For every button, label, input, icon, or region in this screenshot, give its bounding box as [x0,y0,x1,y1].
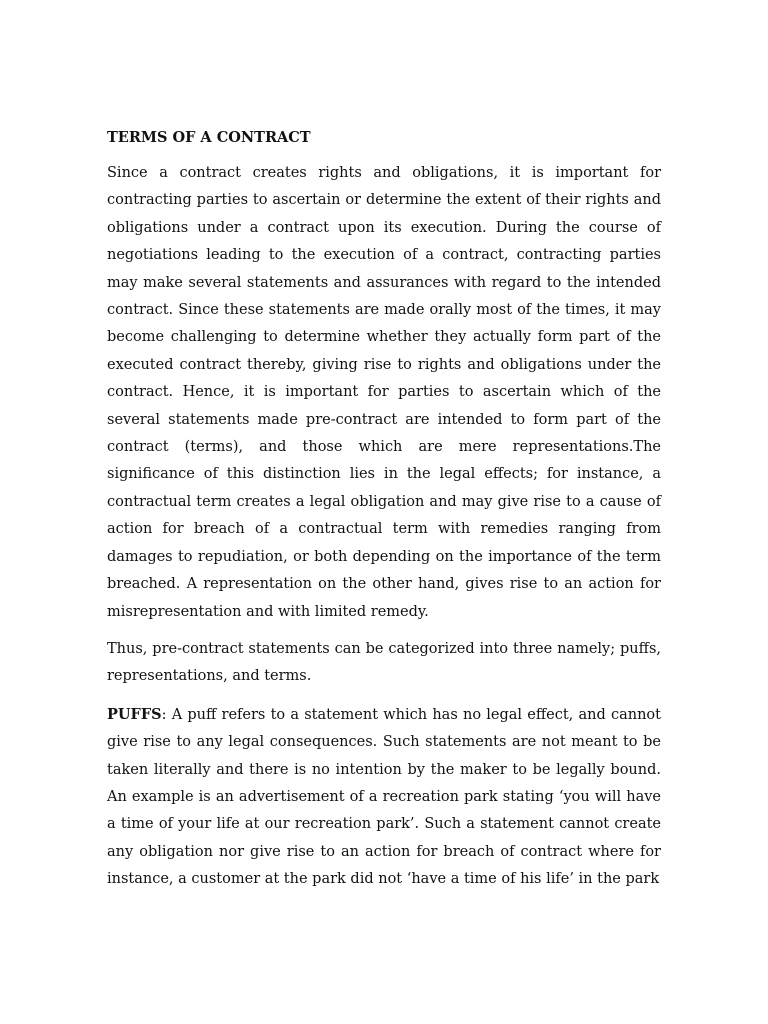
paragraph-categories: Thus, pre-contract statements can be categorized into three namely; puffs, representations, and terms. [107,640,661,685]
puffs-text: : A puff refers to a statement which has no legal effect, and cannot give rise to any legal consequences. Such statements are not meant to be taken literally and there is no intention by the maker to be legally bound. An example is an advertisement of a recreation park stating ‘you will have a time of your life at our recreation park’. Such a statement cannot create any obligation nor give rise to an action for breach of contract where for instance, a customer at the park did not ‘have a time of his life’ in the park [107,706,661,888]
document-body [107,126,661,904]
paragraph-terms-intro: Since a contract creates rights and obligations, it is important for contracting parties to ascertain or determine the extent of their rights and obligations under a contract upon its execution. During the course of negotiations leading to the execution of a contract, contracting parties may make several statements and assurances with regard to the intended contract. Since these statements are made orally most of the times, it may become challenging to determine whether they actually form part of the executed contract thereby, giving rise to rights and obligations under the contract. Hence, it is important for parties to ascertain which of the several statements made pre-contract are intended to form part of the contract (terms), and those which are mere representations.The significance of this distinction lies in the legal effects; for instance, a contractual term creates a legal obligation and may give rise to a cause of action for breach of a contractual term with remedies ranging from damages to repudiation, or both depending on the importance of the term breached. A representation on the other hand, gives rise to an action for misrepresentation and with limited remedy. [107,165,661,620]
paragraph-puffs [107,701,661,894]
document-heading: TERMS OF A CONTRACT [107,129,311,146]
puffs-lead: PUFFS [107,705,162,723]
